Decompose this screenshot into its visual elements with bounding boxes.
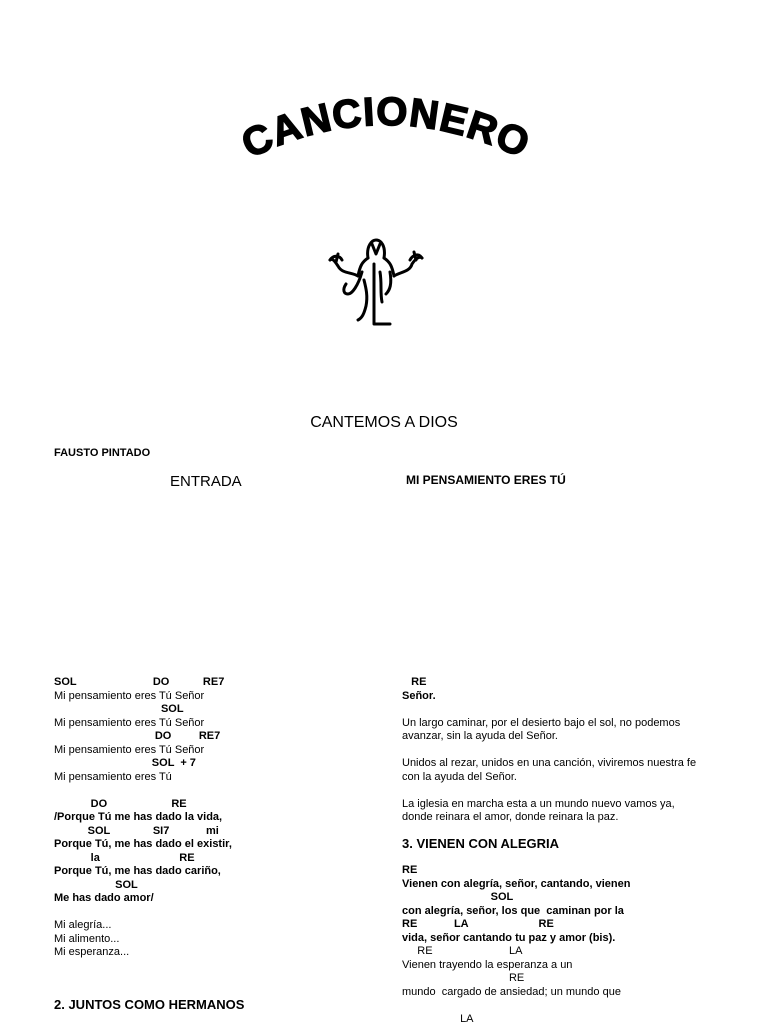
lyric-line: avanzar, sin la ayuda del Señor.	[402, 730, 696, 744]
svg-text:CANCIONERO: CANCIONERO	[235, 95, 536, 167]
chord-line: SOL	[54, 879, 232, 893]
lyric-line: con alegría, señor, los que caminan por la	[402, 905, 630, 919]
chord-line: la RE	[54, 852, 232, 866]
lyric-line: con la ayuda del Señor.	[402, 771, 696, 785]
song-title-mi-pensamiento: MI PENSAMIENTO ERES TÚ	[406, 473, 566, 487]
line-spacer	[54, 906, 232, 920]
lyric-line: Un largo caminar, por el desierto bajo el sol, no podemos	[402, 717, 696, 731]
right-lyrics-column	[402, 676, 696, 825]
right-lyrics-column-2	[402, 864, 630, 1026]
left-lyrics-column	[54, 676, 232, 960]
chord-line: SOL DO RE7	[54, 676, 232, 690]
lyric-line: LA	[402, 1013, 630, 1026]
lyric-line: Mi pensamiento eres Tú Señor	[54, 744, 232, 758]
chord-line: SOL + 7	[54, 757, 232, 771]
chord-line: DO RE7	[54, 730, 232, 744]
chord-line: RE	[402, 864, 630, 878]
line-spacer	[402, 999, 630, 1013]
lyric-line: Mi alegría...	[54, 919, 232, 933]
lyric-line: Porque Tú, me has dado cariño,	[54, 865, 232, 879]
lyric-line: donde reinara el amor, donde reinara la paz.	[402, 811, 696, 825]
lyric-line: Mi pensamiento eres Tú	[54, 771, 232, 785]
jesus-figure-icon	[318, 232, 434, 336]
line-spacer	[402, 703, 696, 717]
chord-line: SOL	[54, 703, 232, 717]
chord-line: SOL SI7 mi	[54, 825, 232, 839]
lyric-line: RE LA	[402, 945, 630, 959]
lyric-line: Porque Tú, me has dado el existir,	[54, 838, 232, 852]
line-spacer	[402, 744, 696, 758]
lyric-line: RE	[402, 972, 630, 986]
lyric-line: Señor.	[402, 690, 696, 704]
lyric-line: La iglesia en marcha esta a un mundo nuevo vamos ya,	[402, 798, 696, 812]
lyric-line: Unidos al rezar, unidos en una canción, viviremos nuestra fe	[402, 757, 696, 771]
lyric-line: Vienen con alegría, señor, cantando, vienen	[402, 878, 630, 892]
author-name: FAUSTO PINTADO	[54, 447, 150, 459]
chord-line: SOL	[402, 891, 630, 905]
lyric-line: /Porque Tú me has dado la vida,	[54, 811, 232, 825]
section-juntos-como-hermanos: 2. JUNTOS COMO HERMANOS	[54, 997, 244, 1012]
chord-line: RE LA RE	[402, 918, 630, 932]
chord-line: DO RE	[54, 798, 232, 812]
lyric-line: Vienen trayendo la esperanza a un	[402, 959, 630, 973]
section-vienen-con-alegria: 3. VIENEN CON ALEGRIA	[402, 836, 559, 851]
lyric-line: mundo cargado de ansiedad; un mundo que	[402, 986, 630, 1000]
chord-line: RE	[402, 676, 696, 690]
songbook-subtitle: CANTEMOS A DIOS	[0, 414, 768, 432]
lyric-line: Mi pensamiento eres Tú Señor	[54, 690, 232, 704]
lyric-line: Mi esperanza...	[54, 946, 232, 960]
entrada-heading: ENTRADA	[170, 473, 242, 490]
lyric-line: Mi pensamiento eres Tú Señor	[54, 717, 232, 731]
lyric-line: Mi alimento...	[54, 933, 232, 947]
cancionero-banner	[220, 95, 550, 190]
lyric-line: vida, señor cantando tu paz y amor (bis).	[402, 932, 630, 946]
line-spacer	[54, 784, 232, 798]
line-spacer	[402, 784, 696, 798]
lyric-line: Me has dado amor/	[54, 892, 232, 906]
